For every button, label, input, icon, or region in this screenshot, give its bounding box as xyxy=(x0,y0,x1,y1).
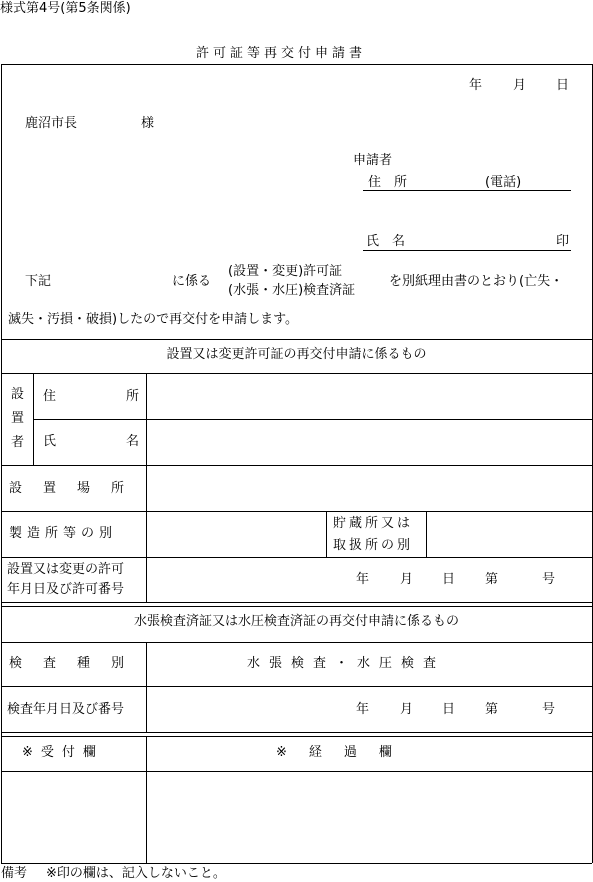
installer-label-2: 置 xyxy=(11,411,25,426)
inspection-type-value: 水張検査・水圧検査 xyxy=(247,656,446,671)
storage-label-2: 取扱所の別 xyxy=(333,538,414,553)
permit-no-suffix: 号 xyxy=(542,572,556,587)
page-title: 許可証等再交付申請書 xyxy=(196,46,367,61)
date-year: 年 xyxy=(469,78,483,93)
applicant-address-label: 住 所 xyxy=(368,175,408,190)
frame-left xyxy=(1,64,2,863)
section2-header-bottom xyxy=(1,642,592,643)
receipt-top-line xyxy=(1,736,592,737)
addressee-name: 鹿沼市長 xyxy=(25,116,78,131)
applicant-phone-label: (電話) xyxy=(485,175,522,190)
location-bottom xyxy=(1,511,592,512)
manufacturer-bottom xyxy=(1,557,592,558)
permit-day: 日 xyxy=(442,572,456,587)
installer-row-divider xyxy=(33,419,592,420)
address-char-2: 所 xyxy=(125,389,139,404)
remarks-text: ※印の欄は、記入しないこと。 xyxy=(46,866,226,881)
form-number: 様式第4号(第5条関係) xyxy=(0,1,131,16)
storage-divider xyxy=(426,511,427,557)
inspection-date-label: 検査年月日及び番号 xyxy=(7,702,125,717)
address-char-1: 住 xyxy=(43,389,57,404)
installer-label-3: 者 xyxy=(11,435,25,450)
installer-bottom xyxy=(1,465,592,466)
frame-bottom xyxy=(1,863,592,864)
inspection-type-label: 検 査 種 別 xyxy=(9,656,129,671)
section2-header: 水張検査済証又は水圧検査済証の再交付申請に係るもの xyxy=(133,614,459,629)
name-char-1: 氏 xyxy=(43,434,57,449)
section1-bottom xyxy=(1,602,592,603)
statement-prefix: 下記 xyxy=(25,274,52,289)
date-month: 月 xyxy=(513,78,527,93)
date-day: 日 xyxy=(556,78,570,93)
applicant-address-line[interactable] xyxy=(363,190,571,191)
applicant-label: 申請者 xyxy=(353,153,393,168)
name-char-2: 名 xyxy=(125,434,139,449)
section2-top-line xyxy=(1,606,592,607)
progress-label: ※経過欄 xyxy=(276,745,414,760)
statement-option-inspection: (水張・水圧)検査済証 xyxy=(228,283,356,298)
inspection-day: 日 xyxy=(442,702,456,717)
statement-connector: に係る xyxy=(172,274,212,289)
addressee-honorific: 様 xyxy=(141,116,155,131)
location-label: 設 置 場 所 xyxy=(9,481,129,496)
inspection-no-prefix: 第 xyxy=(485,702,499,717)
remarks-label: 備考 xyxy=(1,866,28,881)
frame-top xyxy=(1,64,592,65)
label-column-divider xyxy=(146,373,147,602)
permit-no-prefix: 第 xyxy=(485,572,499,587)
section1-header: 設置又は変更許可証の再交付申請に係るもの xyxy=(166,347,427,362)
installer-label-1: 設 xyxy=(11,387,25,402)
permit-label-1: 設置又は変更の許可 xyxy=(7,562,125,577)
section2-label-divider xyxy=(146,642,147,732)
installer-address-label xyxy=(43,390,139,403)
receipt-label: ※受付欄 xyxy=(22,745,104,760)
statement-option-permit: (設置・変更)許可証 xyxy=(228,264,343,279)
section1-header-bottom xyxy=(1,373,592,374)
storage-label-1: 貯蔵所又は xyxy=(333,516,414,531)
receipt-header-bottom xyxy=(1,771,592,772)
manufacturer-divider xyxy=(326,511,327,557)
inspection-year: 年 xyxy=(356,702,370,717)
inspection-month: 月 xyxy=(400,702,414,717)
statement-suffix: を別紙理由書のとおり(亡失・ xyxy=(389,274,564,289)
applicant-name-label: 氏 名 xyxy=(366,234,406,249)
permit-label-2: 年月日及び許可番号 xyxy=(7,582,125,597)
inspection-no-suffix: 号 xyxy=(542,702,556,717)
installer-name-label xyxy=(43,435,139,448)
seal-mark: 印 xyxy=(556,234,570,249)
section2-bottom xyxy=(1,732,592,733)
section1-top-line xyxy=(1,339,592,340)
statement-line2: 滅失・汚損・破損)したので再交付を申請します。 xyxy=(8,312,299,327)
receipt-divider xyxy=(146,736,147,863)
permit-month: 月 xyxy=(400,572,414,587)
permit-year: 年 xyxy=(356,572,370,587)
manufacturer-label: 製造所等の別 xyxy=(9,526,118,541)
inspection-type-bottom xyxy=(1,686,592,687)
applicant-name-line[interactable] xyxy=(363,250,571,251)
